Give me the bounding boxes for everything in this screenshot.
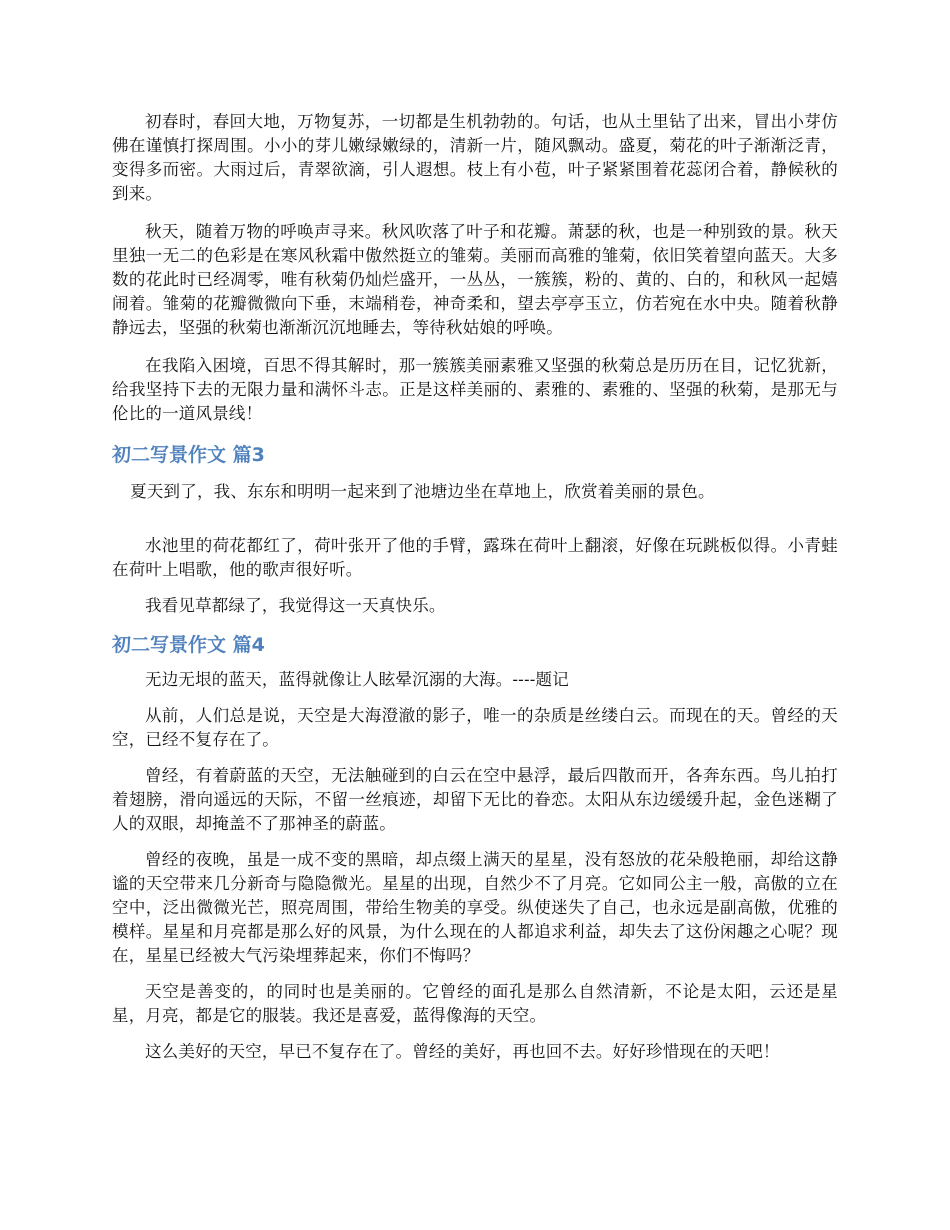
paragraph: 从前，人们总是说，天空是大海澄澈的影子，唯一的杂质是丝缕白云。而现在的天。曾经的天空，已经不复存在了。 [112,706,838,749]
paragraph: 曾经的夜晚，虽是一成不变的黑暗，却点缀上满天的星星，没有怒放的花朵般艳丽，却给这静谧的天空带来几分新奇与隐隐微光。星星的出现，自然少不了月亮。它如同公主一般，高傲的立在空中，泛出微微光芒，照亮周围，带给生物美的享受。纵使迷失了自己，也永远是副高傲，优雅的模样。星星和月亮都是那么好的风景，为什么现在的人都追求利益，却失去了这份闲趣之心呢？现在，星星已经被大气污染埋葬起来，你们不悔吗？ [112,850,838,965]
lead-paragraph: 夏天到了，我、东东和明明一起来到了池塘边坐在草地上，欣赏着美丽的景色。 [130,482,715,501]
paragraph: 我看见草都绿了，我觉得这一天真快乐。 [145,596,446,615]
paragraph: 水池里的荷花都红了，荷叶张开了他的手臂，露珠在荷叶上翻滚，好像在玩跳板似得。小青蛙在荷叶上唱歌，他的歌声很好听。 [112,536,838,579]
document-page [112,110,838,1064]
paragraph: 天空是善变的，的同时也是美丽的。它曾经的面孔是那么自然清新，不论是太阳，云还是星星，月亮，都是它的服装。我还是喜爱，蓝得像海的天空。 [112,982,838,1025]
paragraph: 秋天，随着万物的呼唤声寻来。秋风吹落了叶子和花瓣。萧瑟的秋，也是一种别致的景。秋天里独一无二的色彩是在寒风秋霜中傲然挺立的雏菊。美丽而高雅的雏菊，依旧笑着望向蓝天。大多数的花此时已经凋零，唯有秋菊仍灿烂盛开，一丛丛，一簇簇，粉的、黄的、白的，和秋风一起嬉闹着。雏菊的花瓣微微向下垂，末端稍卷，神奇柔和，望去亭亭玉立，仿若宛在水中央。随着秋静静远去，坚强的秋菊也渐渐沉沉地睡去，等待秋姑娘的呼唤。 [112,222,838,337]
paragraph: 在我陷入困境，百思不得其解时，那一簇簇美丽素雅又坚强的秋菊总是历历在目，记忆犹新，给我坚持下去的无限力量和满怀斗志。正是这样美丽的、素雅的、素雅的、坚强的秋菊，是那无与伦比的一道风景线！ [112,356,838,423]
paragraph: 曾经，有着蔚蓝的天空，无法触碰到的白云在空中悬浮，最后四散而开，各奔东西。鸟儿拍打着翅膀，滑向遥远的天际，不留一丝痕迹，却留下无比的眷恋。太阳从东边缓缓升起，金色迷糊了人的双眼，却掩盖不了那神圣的蔚蓝。 [112,766,838,833]
section-heading: 初二写景作文 篇4 [112,634,265,656]
paragraph: 初春时，春回大地，万物复苏，一切都是生机勃勃的。句话，也从土里钻了出来，冒出小芽仿佛在谨慎打探周围。小小的芽儿嫩绿嫩绿的，清新一片，随风飘动。盛夏，菊花的叶子渐渐泛青，变得多而密。大雨过后，青翠欲滴，引人遐想。枝上有小苞，叶子紧紧围着花蕊闭合着，静候秋的到来。 [112,112,838,203]
paragraph: 无边无垠的蓝天，蓝得就像让人眩晕沉溺的大海。----题记 [145,670,569,689]
section-heading: 初二写景作文 篇3 [112,444,265,466]
paragraph: 这么美好的天空，早已不复存在了。曾经的美好，再也回不去。好好珍惜现在的天吧！ [145,1042,780,1061]
